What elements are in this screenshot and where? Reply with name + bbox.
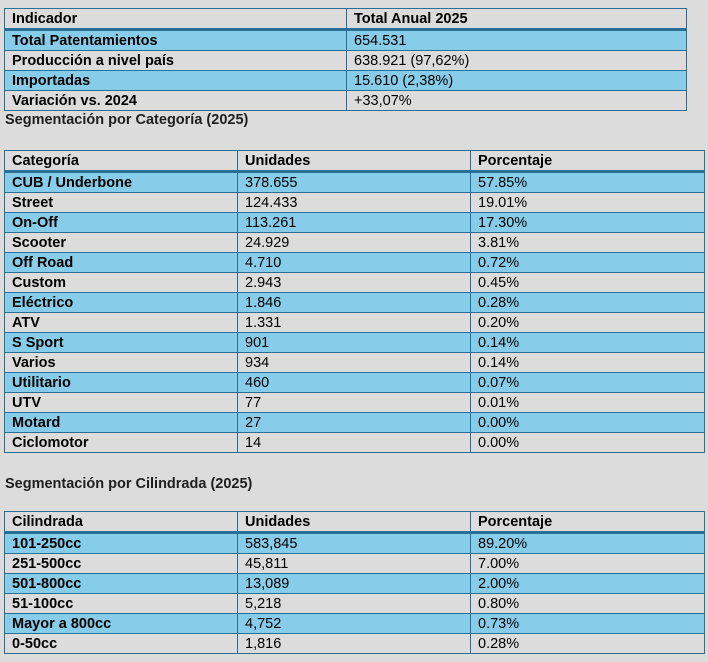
summary-body [5,30,687,111]
row-label-cell: Ciclomotor [5,433,238,453]
row-value-cell: 0.72% [471,253,705,273]
category-row [5,233,705,253]
row-value-cell: 45,811 [238,554,471,574]
row-value-cell: 15.610 (2,38%) [347,71,687,91]
row-value-cell: 17.30% [471,213,705,233]
displacement-row [5,634,705,654]
row-value-cell: 0.28% [471,634,705,654]
row-value-cell: 460 [238,373,471,393]
row-label-cell: Utilitario [5,373,238,393]
row-value-cell: 378.655 [238,172,471,193]
summary-header-total: Total Anual 2025 [347,9,687,30]
displacement-header-row [5,512,705,533]
row-label-cell: Varios [5,353,238,373]
row-value-cell: 57.85% [471,172,705,193]
category-header-percent: Porcentaje [471,151,705,172]
row-label-cell: 0-50cc [5,634,238,654]
summary-header-row [5,9,687,30]
row-value-cell: 0.00% [471,413,705,433]
row-value-cell: +33,07% [347,91,687,111]
row-value-cell: 113.261 [238,213,471,233]
row-value-cell: 0.73% [471,614,705,634]
category-row [5,393,705,413]
row-label-cell: UTV [5,393,238,413]
row-value-cell: 0.45% [471,273,705,293]
row-value-cell: 638.921 (97,62%) [347,51,687,71]
summary-row [5,51,687,71]
row-label-cell: 501-800cc [5,574,238,594]
summary-table [4,8,687,111]
row-value-cell: 0.07% [471,373,705,393]
row-label-cell: 101-250cc [5,533,238,554]
row-value-cell: 0.20% [471,313,705,333]
row-label-cell: Total Patentamientos [5,30,347,51]
row-label-cell: Mayor a 800cc [5,614,238,634]
row-value-cell: 934 [238,353,471,373]
category-row [5,293,705,313]
category-row [5,413,705,433]
row-value-cell: 2.943 [238,273,471,293]
row-value-cell: 7.00% [471,554,705,574]
row-value-cell: 27 [238,413,471,433]
displacement-row [5,594,705,614]
displacement-header-name: Cilindrada [5,512,238,533]
row-value-cell: 0.80% [471,594,705,614]
row-value-cell: 0.00% [471,433,705,453]
row-label-cell: 251-500cc [5,554,238,574]
row-value-cell: 1,816 [238,634,471,654]
category-row [5,333,705,353]
row-value-cell: 124.433 [238,193,471,213]
row-value-cell: 0.28% [471,293,705,313]
displacement-row [5,574,705,594]
row-label-cell: Scooter [5,233,238,253]
row-value-cell: 13,089 [238,574,471,594]
row-label-cell: Variación vs. 2024 [5,91,347,111]
category-row [5,313,705,333]
row-label-cell: Off Road [5,253,238,273]
row-label-cell: Street [5,193,238,213]
category-body [5,172,705,453]
row-value-cell: 1.846 [238,293,471,313]
row-value-cell: 3.81% [471,233,705,253]
row-value-cell: 4.710 [238,253,471,273]
category-row [5,373,705,393]
displacement-section-title: Segmentación por Cilindrada (2025) [5,476,253,492]
row-value-cell: 14 [238,433,471,453]
displacement-body [5,533,705,654]
summary-header-indicator: Indicador [5,9,347,30]
row-value-cell: 19.01% [471,193,705,213]
category-row [5,273,705,293]
row-label-cell: Importadas [5,71,347,91]
summary-row [5,91,687,111]
row-value-cell: 89.20% [471,533,705,554]
category-header-units: Unidades [238,151,471,172]
category-header-row [5,151,705,172]
row-value-cell: 0.14% [471,333,705,353]
row-value-cell: 4,752 [238,614,471,634]
category-header-name: Categoría [5,151,238,172]
category-table [4,150,705,453]
summary-row [5,71,687,91]
row-value-cell: 77 [238,393,471,413]
category-row [5,433,705,453]
category-row [5,172,705,193]
category-section-title: Segmentación por Categoría (2025) [5,112,249,128]
row-label-cell: Producción a nivel país [5,51,347,71]
category-row [5,213,705,233]
displacement-row [5,554,705,574]
displacement-header-units: Unidades [238,512,471,533]
row-value-cell: 2.00% [471,574,705,594]
row-value-cell: 901 [238,333,471,353]
row-label-cell: Eléctrico [5,293,238,313]
row-label-cell: Custom [5,273,238,293]
row-value-cell: 654.531 [347,30,687,51]
row-value-cell: 583,845 [238,533,471,554]
row-value-cell: 5,218 [238,594,471,614]
displacement-row [5,614,705,634]
row-value-cell: 1.331 [238,313,471,333]
row-label-cell: On-Off [5,213,238,233]
row-value-cell: 0.14% [471,353,705,373]
row-label-cell: ATV [5,313,238,333]
category-row [5,253,705,273]
row-label-cell: Motard [5,413,238,433]
row-value-cell: 24.929 [238,233,471,253]
displacement-row [5,533,705,554]
displacement-header-percent: Porcentaje [471,512,705,533]
displacement-table [4,511,705,654]
summary-row [5,30,687,51]
row-label-cell: S Sport [5,333,238,353]
row-value-cell: 0.01% [471,393,705,413]
row-label-cell: CUB / Underbone [5,172,238,193]
category-row [5,193,705,213]
category-row [5,353,705,373]
row-label-cell: 51-100cc [5,594,238,614]
